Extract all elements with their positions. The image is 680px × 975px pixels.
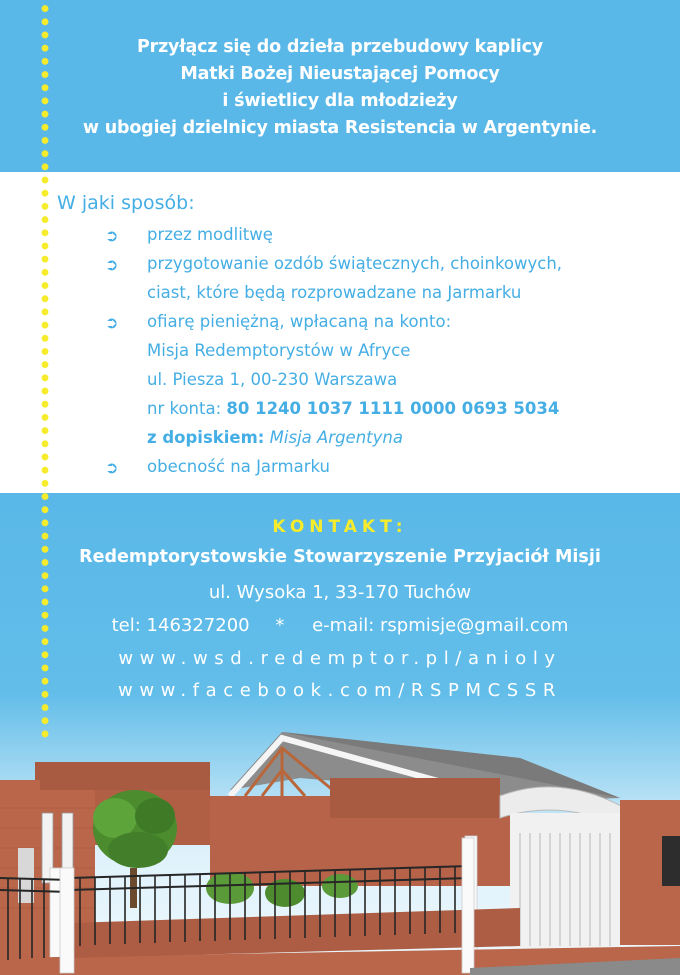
note-value: Misja Argentyna <box>264 428 403 447</box>
list-item-text: ul. Piesza 1, 00-230 Warszawa <box>147 370 398 389</box>
separator: * <box>275 615 285 636</box>
headline <box>0 34 680 142</box>
arrow-bullet-icon: ➲ <box>105 226 119 245</box>
arrow-bullet-icon: ➲ <box>105 458 119 477</box>
ways-title: W jaki sposób: <box>57 192 195 214</box>
note-label: z dopiskiem: <box>147 428 265 447</box>
arrow-bullet-icon: ➲ <box>105 313 119 332</box>
dotted-divider <box>38 0 52 740</box>
list-item-text: ciast, które będą rozprowadzane na Jarmarku <box>147 283 522 302</box>
list-item-text: ofiarę pieniężną, wpłacaną na konto: <box>147 312 452 331</box>
arrow-bullet-icon: ➲ <box>105 255 119 274</box>
address: ul. Wysoka 1, 33-170 Tuchów <box>208 582 472 603</box>
facebook-link[interactable]: www.facebook.com/RSPMCSSR <box>118 680 562 701</box>
contact-heading: KONTAKT: <box>272 517 408 537</box>
account-label: nr konta: <box>147 399 227 418</box>
list-item-text: obecność na Jarmarku <box>147 457 331 476</box>
account-line <box>147 394 559 423</box>
email: e-mail: rspmisje@gmail.com <box>312 615 569 636</box>
list-item-text: przygotowanie ozdób świątecznych, choinkowych, <box>147 254 563 273</box>
note-line <box>147 423 559 452</box>
headline-line: i świetlicy dla młodzieży <box>222 91 458 111</box>
building-illustration <box>0 718 680 975</box>
list-item-text: Misja Redemptorystów w Afryce <box>147 341 411 360</box>
headline-line: Przyłącz się do dzieła przebudowy kaplicy <box>137 37 543 57</box>
account-number: 80 1240 1037 1111 0000 0693 5034 <box>226 399 560 418</box>
ways-section <box>0 172 680 493</box>
headline-line: w ubogiej dzielnicy miasta Resistencia w Argentynie. <box>82 118 598 138</box>
phone: tel: 146327200 <box>111 615 250 636</box>
website-link[interactable]: www.wsd.redemptor.pl/anioly <box>118 648 562 669</box>
headline-line: Matki Bożej Nieustającej Pomocy <box>180 64 500 84</box>
phone-email-line <box>0 615 680 636</box>
organization-name: Redemptorystowskie Stowarzyszenie Przyjaciół Misji <box>79 547 601 567</box>
list-item-text: przez modlitwę <box>147 225 273 244</box>
